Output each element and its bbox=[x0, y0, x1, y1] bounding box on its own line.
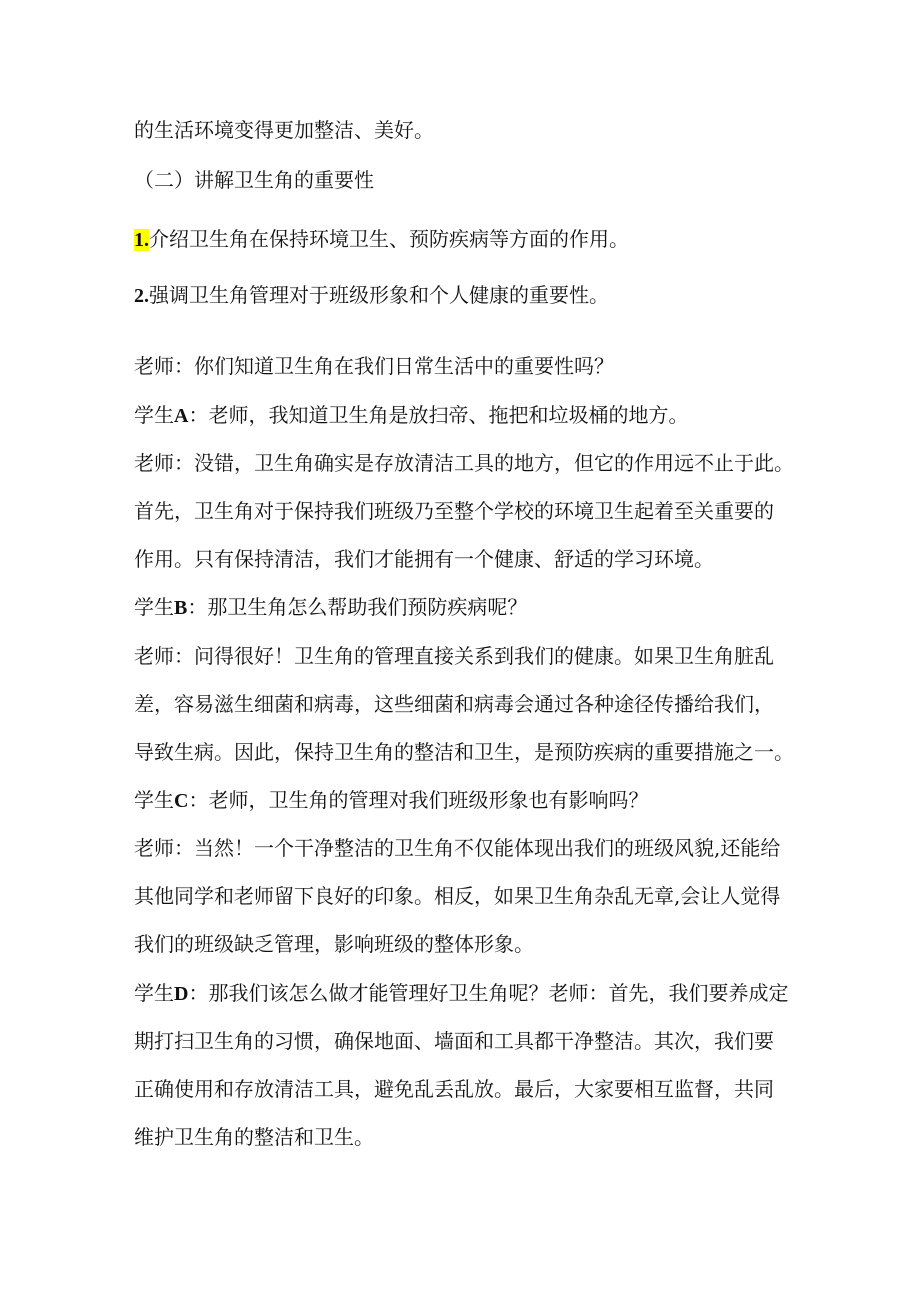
list-item-text: 介绍卫生角在保持环境卫生、预防疾病等方面的作用。 bbox=[149, 227, 629, 251]
dialogue-line bbox=[134, 1028, 814, 1054]
dialogue-text: 其他同学和老师留下良好的印象。相反，如果卫生角杂乱无章,会让人觉得 bbox=[134, 884, 781, 908]
dialogue-text: 正确使用和存放清洁工具，避免乱丢乱放。最后，大家要相互监督，共同 bbox=[134, 1077, 774, 1101]
dialogue-line bbox=[134, 546, 814, 572]
dialogue-text: 老师：当然！一个干净整洁的卫生角不仅能体现出我们的班级风貌,还能给 bbox=[134, 836, 781, 860]
dialogue-line bbox=[134, 739, 814, 765]
dialogue-line bbox=[134, 594, 814, 621]
list-item-1 bbox=[134, 226, 814, 253]
dialogue-text: 导致生病。因此，保持卫生角的整洁和卫生，是预防疾病的重要措施之一。 bbox=[134, 740, 794, 764]
section-heading bbox=[134, 167, 814, 193]
section-heading-text: （二）讲解卫生角的重要性 bbox=[134, 168, 374, 192]
text: 的生活环境变得更加整洁、美好。 bbox=[134, 118, 434, 142]
list-item-text: 强调卫生角管理对于班级形象和个人健康的重要性。 bbox=[149, 283, 609, 307]
dialogue-text: 期打扫卫生角的习惯，确保地面、墙面和工具都干净整洁。其次，我们要 bbox=[134, 1029, 774, 1053]
dialogue-text: 老师：问得很好！卫生角的管理直接关系到我们的健康。如果卫生角脏乱 bbox=[134, 644, 774, 668]
dialogue-line bbox=[134, 498, 814, 524]
dialogue-text: 老师：你们知道卫生角在我们日常生活中的重要性吗？ bbox=[134, 354, 614, 378]
speaker-letter: B bbox=[174, 597, 188, 619]
speaker-label: 学生 bbox=[134, 595, 174, 619]
dialogue-line bbox=[134, 450, 814, 476]
dialogue-line bbox=[134, 402, 814, 429]
dialogue-line bbox=[134, 691, 814, 717]
dialogue-line bbox=[134, 1124, 814, 1150]
dialogue-line bbox=[134, 353, 814, 379]
dialogue-text: 作用。只有保持清洁，我们才能拥有一个健康、舒适的学习环境。 bbox=[134, 547, 714, 571]
dialogue-line bbox=[134, 643, 814, 669]
speaker-letter: C bbox=[174, 790, 189, 812]
speaker-letter: D bbox=[174, 983, 189, 1005]
dialogue-text: 老师：没错，卫生角确实是存放清洁工具的地方，但它的作用远不止于此。 bbox=[134, 451, 794, 475]
list-number-highlighted: 1. bbox=[134, 229, 149, 251]
list-number: 2. bbox=[134, 285, 149, 307]
list-item-2 bbox=[134, 282, 814, 309]
speaker-letter: A bbox=[174, 405, 189, 427]
dialogue-line bbox=[134, 835, 814, 861]
dialogue-line bbox=[134, 883, 814, 909]
dialogue-text: ：那我们该怎么做才能管理好卫生角呢？老师：首先，我们要养成定 bbox=[188, 981, 789, 1005]
dialogue-line bbox=[134, 787, 814, 814]
paragraph-line bbox=[134, 117, 814, 143]
dialogue-text: 差，容易滋生细菌和病毒，这些细菌和病毒会通过各种途径传播给我们， bbox=[134, 692, 774, 716]
speaker-label: 学生 bbox=[134, 788, 174, 812]
dialogue-line bbox=[134, 1076, 814, 1102]
dialogue-text: ：那卫生角怎么帮助我们预防疾病呢？ bbox=[187, 595, 528, 619]
dialogue-text: 维护卫生角的整洁和卫生。 bbox=[134, 1125, 374, 1149]
dialogue-text: ：老师，我知道卫生角是放扫帝、拖把和垃圾桶的地方。 bbox=[188, 403, 689, 427]
speaker-label: 学生 bbox=[134, 981, 174, 1005]
dialogue-text: ：老师，卫生角的管理对我们班级形象也有影响吗？ bbox=[188, 788, 649, 812]
dialogue-line bbox=[134, 980, 814, 1007]
dialogue-text: 首先，卫生角对于保持我们班级乃至整个学校的环境卫生起着至关重要的 bbox=[134, 499, 774, 523]
dialogue-text: 我们的班级缺乏管理，影响班级的整体形象。 bbox=[134, 932, 534, 956]
dialogue-line bbox=[134, 931, 814, 957]
speaker-label: 学生 bbox=[134, 403, 174, 427]
